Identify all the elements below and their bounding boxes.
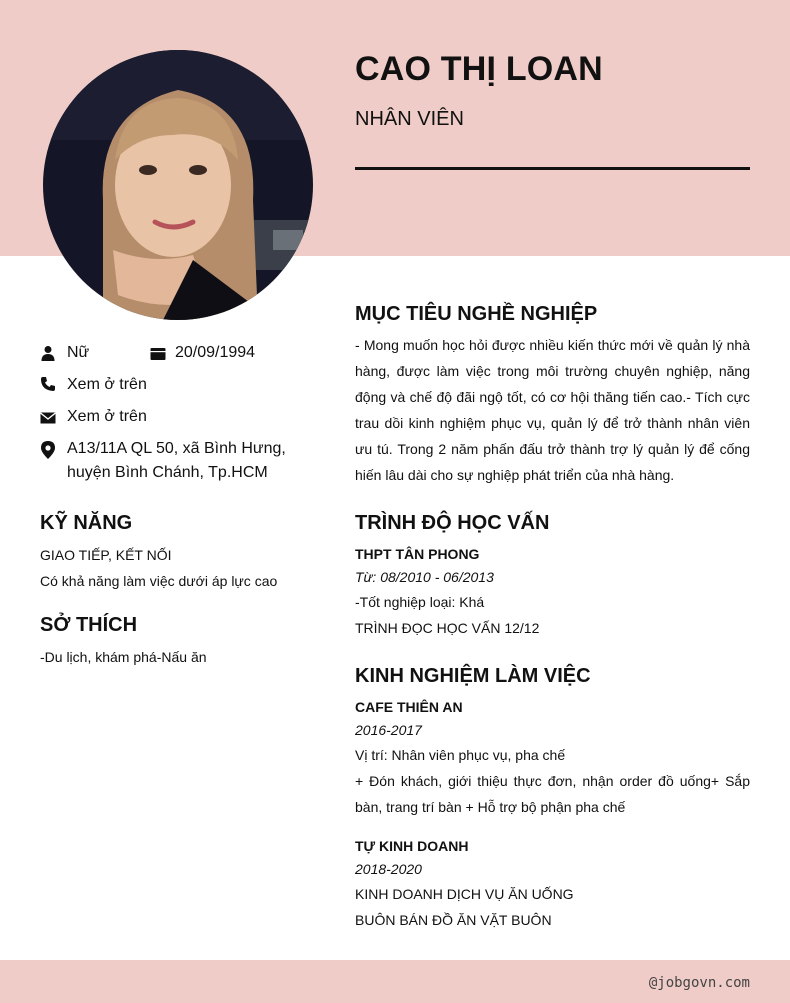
profile-photo <box>43 50 313 320</box>
experience-heading: KINH NGHIỆM LÀM VIỆC <box>355 665 591 687</box>
education-heading: TRÌNH ĐỘ HỌC VẤN <box>355 512 550 534</box>
skills-heading: KỸ NĂNG <box>40 512 133 534</box>
job-period: 2016-2017 <box>355 722 422 738</box>
phone-icon <box>40 376 56 392</box>
candidate-name: CAO THỊ LOAN <box>355 50 603 88</box>
user-icon <box>40 345 56 361</box>
phone-text: Xem ở trên <box>67 376 147 393</box>
job-period: 2018-2020 <box>355 861 422 877</box>
education-line: -Tốt nghiệp loại: Khá <box>355 594 485 610</box>
skill-item: Có khả năng làm việc dưới áp lực cao <box>40 573 278 589</box>
skill-item: GIAO TIẾP, KẾT NỐI <box>40 547 172 563</box>
objective-text: - Mong muốn học hỏi được nhiều kiến thức mới về quản lý nhà hàng, được làm việc trong môi trường chuyên nghiệp, năng động và chế độ đãi ngộ tốt, có cơ hội thăng tiến cao.- Tích cực trau dồi kinh nghiệm phục vụ, quản lý để trở thành nhân viên ưu tú. Trong 2 năm phấn đấu trở thành trợ lý quản lý để cống hiến lâu dài cho sự nghiệp phát triển của nhà hàng. <box>355 337 750 483</box>
email-text: Xem ở trên <box>67 408 147 425</box>
footer-brand: @jobgovn.com <box>648 975 750 991</box>
header-divider <box>355 167 750 170</box>
birthday-text: 20/09/1994 <box>175 344 256 361</box>
job-line: KINH DOANH DỊCH VỤ ĂN UỐNG <box>355 886 574 902</box>
location-icon <box>40 441 56 457</box>
job-description: + Đón khách, giới thiệu thực đơn, nhận order đồ uống+ Sắp bàn, trang trí bàn + Hỗ trợ bộ phận pha chế <box>355 773 750 815</box>
education-school: THPT TÂN PHONG <box>355 546 480 562</box>
address-line-1: A13/11A QL 50, xã Bình Hưng, <box>67 440 286 457</box>
objective-heading: MỤC TIÊU NGHỀ NGHIỆP <box>355 303 598 325</box>
hobbies-text: -Du lịch, khám phá-Nấu ăn <box>40 649 207 665</box>
job-title: NHÂN VIÊN <box>355 108 464 130</box>
job-position: Vị trí: Nhân viên phục vụ, pha chế <box>355 747 566 763</box>
calendar-icon <box>150 346 166 362</box>
email-icon <box>40 410 56 426</box>
job-company: TỰ KINH DOANH <box>355 838 469 854</box>
address-line-2: huyện Bình Chánh, Tp.HCM <box>67 464 268 481</box>
education-period: Từ: 08/2010 - 06/2013 <box>355 569 494 585</box>
job-company: CAFE THIÊN AN <box>355 699 463 715</box>
job-line: BUÔN BÁN ĐỒ ĂN VẶT BUÔN <box>355 912 552 928</box>
gender-text: Nữ <box>67 344 90 361</box>
education-line: TRÌNH ĐỌC HỌC VẤN 12/12 <box>355 620 540 636</box>
hobbies-heading: SỞ THÍCH <box>40 614 138 636</box>
